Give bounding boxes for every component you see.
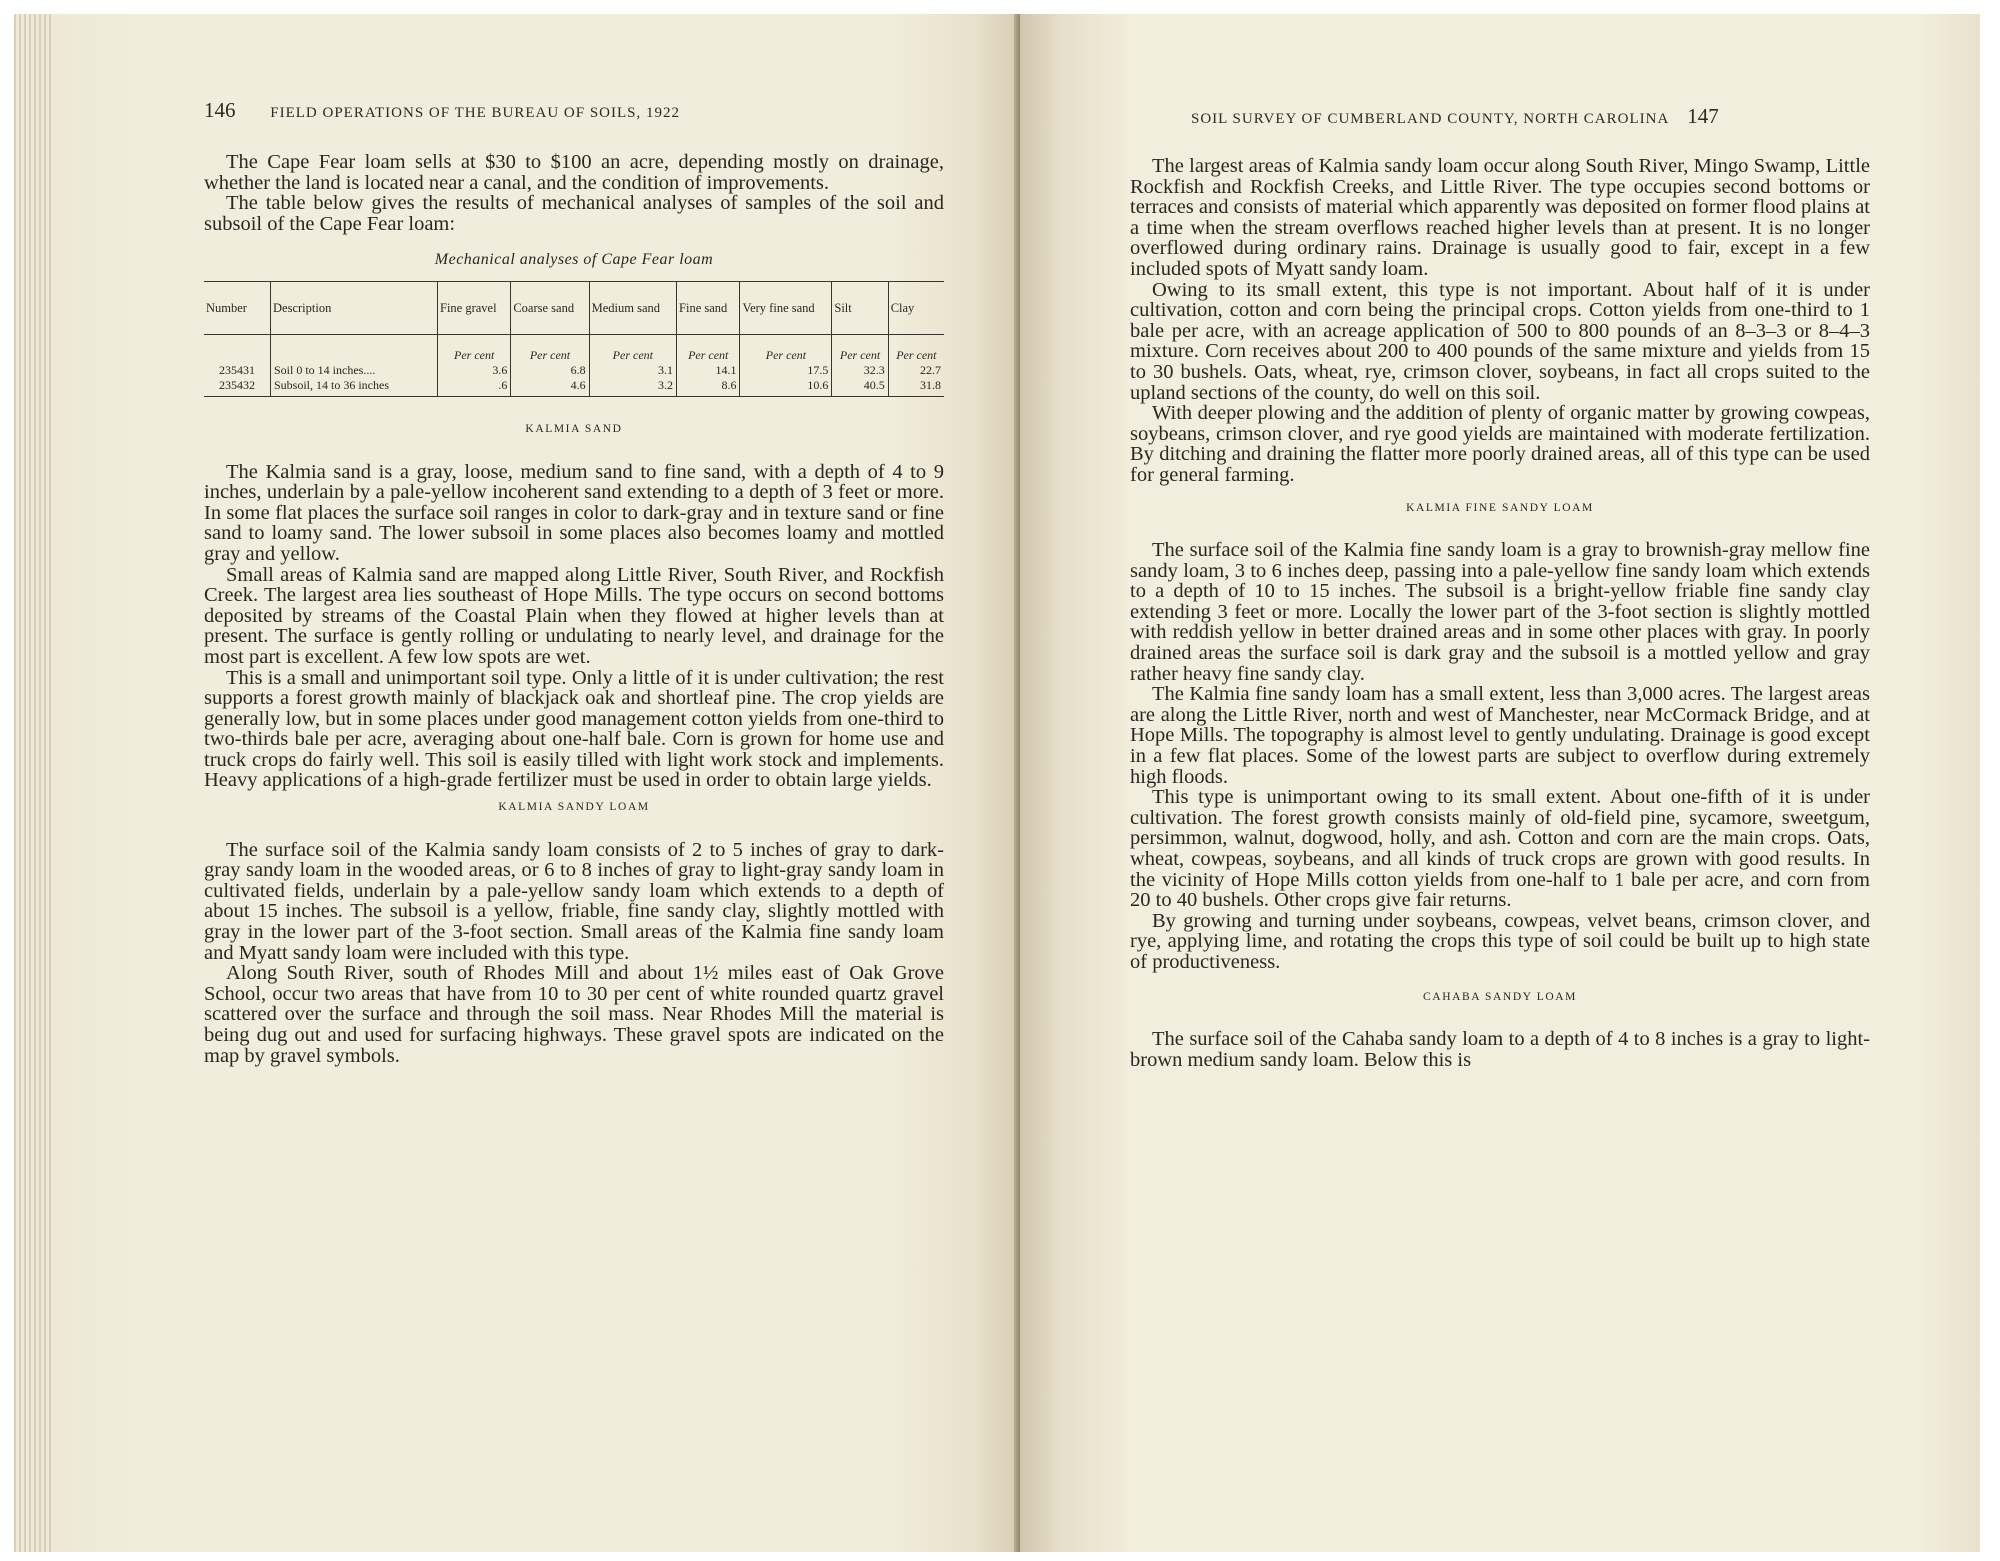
- table-cell: 235432: [204, 378, 271, 397]
- paragraph: This is a small and unimportant soil type. Only a little of it is under cultivation; the rest supports a forest growth mainly of blackjack oak and shortleaf pine. The crop yields are generally low, but in some places under good management cotton yields from one-third to two-thirds bale per acre, averaging about one-half bale. Corn is grown for home use and truck crops do fairly well. This soil is easily tilled with light work stock and implements. Heavy applications of a high-grade fertilizer must be used in order to obtain large yields.: [204, 666, 944, 792]
- page-number: 146: [204, 98, 236, 122]
- paragraph: The Kalmia fine sandy loam has a small extent, less than 3,000 acres. The largest areas are along the Little River, north and west of Manchester, near McCormack Bridge, and at Hope Mills. The topography is almost level to gently undulating. Drainage is good except in a few flat places. Some of the lowest parts are subject to overflow during extremely high floods.: [1130, 683, 1870, 788]
- table-cell: Soil 0 to 14 inches....: [271, 363, 438, 378]
- unit-label: Per cent: [677, 334, 740, 363]
- unit-label: Per cent: [832, 334, 888, 363]
- right-page-body: [1130, 156, 1870, 1070]
- paragraph: By growing and turning under soybeans, cowpeas, velvet beans, crimson clover, and rye, applying lime, and rotating the crops this type of soil could be built up to high state of productiveness.: [1130, 909, 1870, 973]
- table-cell: 3.2: [589, 378, 676, 397]
- unit-label: Per cent: [438, 334, 511, 363]
- table-cell: Subsoil, 14 to 36 inches: [271, 378, 438, 397]
- paragraph: Along South River, south of Rhodes Mill and about 1½ miles east of Oak Grove School, occur two areas that have from 10 to 30 per cent of white rounded quartz gravel scattered over the surface and through the soil mass. Near Rhodes Mill the material is being dug out and used for surfacing highways. These gravel spots are indicated on the map by gravel symbols.: [204, 962, 944, 1067]
- table-caption: Mechanical analyses of Cape Fear loam: [434, 251, 714, 269]
- table-cell: 235431: [219, 362, 255, 377]
- left-page-body: [204, 152, 944, 1066]
- paragraph: With deeper plowing and the addition of plenty of organic matter by growing cowpeas, soybeans, crimson clover, and rye good yields are maintained with moderate fertilization. By ditching and draining the flatter more poorly drained areas, all of this type can be used for general farming.: [1130, 402, 1870, 486]
- paragraph: The largest areas of Kalmia sandy loam occur along South River, Mingo Swamp, Little Rockfish and Rockfish Creeks, and Little River. The type occupies second bottoms or terraces and consists of material which apparently was deposited on former flood plains at a time when the stream overflows reached higher levels than at present. It is no longer overflowed during ordinary rains. Drainage is usually good to fair, except in a few included spots of Myatt sandy loam.: [1130, 155, 1870, 280]
- table-cell: 17.5: [740, 363, 832, 378]
- table-cell: 32.3: [832, 363, 888, 378]
- paragraph: The surface soil of the Kalmia sandy loam consists of 2 to 5 inches of gray to dark-gray sandy loam in the wooded areas, or 6 to 8 inches of gray to light-gray sandy loam in cultivated fields, underlain by a pale-yellow sandy loam which extends to a depth of about 15 inches. The subsoil is a yellow, friable, fine sandy clay, slightly mottled with gray in the lower part of the 3-foot section. Small areas of the Kalmia fine sandy loam and Myatt sandy loam were included with this type.: [204, 838, 944, 964]
- unit-label: Per cent: [740, 334, 832, 363]
- table-cell: 4.6: [511, 378, 589, 397]
- open-book: [14, 14, 1980, 1552]
- table-cell: 31.8: [888, 378, 944, 397]
- table-header-row: [204, 281, 944, 334]
- paragraph: The Cape Fear loam sells at $30 to $100 an acre, depending mostly on drainage, whether the land is located near a canal, and the condition of improvements.: [204, 151, 944, 194]
- section-heading: KALMIA FINE SANDY LOAM: [1406, 501, 1594, 514]
- unit-label: Per cent: [511, 334, 589, 363]
- table-row: [204, 378, 944, 397]
- section-heading: KALMIA SAND: [525, 422, 623, 435]
- table-cell: 10.6: [740, 378, 832, 397]
- column-header: Silt: [832, 281, 888, 334]
- section-heading: KALMIA SANDY LOAM: [498, 801, 650, 814]
- page-number: 147: [1687, 104, 1719, 128]
- right-page: [1020, 14, 1980, 1552]
- paragraph: The Kalmia sand is a gray, loose, medium sand to fine sand, with a depth of 4 to 9 inches, underlain by a pale-yellow incoherent sand extending to a depth of 3 feet or more. In some flat places the surface soil ranges in color to dark-gray and in texture sand or fine sand to loamy sand. The lower subsoil in some places also becomes loamy and mottled gray and yellow.: [204, 460, 944, 565]
- paragraph: Owing to its small extent, this type is not important. About half of it is under cultivation, cotton and corn being the principal crops. Cotton yields from one-third to 1 bale per acre, with an acreage application of 500 to 800 pounds of an 8–3–3 or 8–4–3 mixture. Corn receives about 200 to 400 pounds of the same mixture and yields from 15 to 30 bushels. Oats, wheat, rye, crimson clover, soybeans, in fact all crops suited to the upland sections of the county, do well on this soil.: [1130, 278, 1870, 404]
- mechanical-analyses-table: [204, 281, 944, 397]
- column-header: Very fine sand: [740, 281, 832, 334]
- column-header: Description: [271, 281, 438, 334]
- paragraph: The surface soil of the Kalmia fine sandy loam is a gray to brownish-gray mellow fine sandy loam, 3 to 6 inches deep, passing into a pale-yellow fine sandy loam which extends to a depth of 10 to 15 inches. The subsoil is a bright-yellow friable fine sandy clay extending 3 feet or more. Locally the lower part of the 3-foot section is slightly mottled with reddish yellow in better drained areas and in some other places with gray. In poorly drained areas the surface soil is dark gray and the subsoil is a mottled yellow and gray rather heavy fine sandy clay.: [1130, 539, 1870, 685]
- table-row: [204, 363, 944, 378]
- column-header: Fine gravel: [438, 281, 511, 334]
- running-head: FIELD OPERATIONS OF THE BUREAU OF SOILS, 1922: [270, 105, 681, 121]
- paragraph: The surface soil of the Cahaba sandy loam to a depth of 4 to 8 inches is a gray to light-brown medium sandy loam. Below this is: [1130, 1028, 1870, 1071]
- unit-label: Per cent: [589, 334, 676, 363]
- column-header: Number: [204, 281, 271, 334]
- table-cell: 8.6: [677, 378, 740, 397]
- paragraph: This type is unimportant owing to its small extent. About one-fifth of it is under cultivation. The forest growth consists mainly of old-field pine, sycamore, sweetgum, persimmon, walnut, dogwood, holly, and ash. Cotton and corn are the main crops. Oats, wheat, cowpeas, soybeans, and all kinds of truck crops are grown with good results. In the vicinity of Hope Mills cotton yields from one-half to 1 bale per acre, and corn from 20 to 40 bushels. Other crops give fair returns.: [1130, 786, 1870, 912]
- table-cell: 22.7: [888, 363, 944, 378]
- table-cell: 14.1: [677, 363, 740, 378]
- paragraph: The table below gives the results of mechanical analyses of samples of the soil and subsoil of the Cape Fear loam:: [204, 192, 944, 235]
- column-header: Coarse sand: [511, 281, 589, 334]
- table-units-row: [204, 334, 944, 363]
- table-cell: 3.6: [438, 363, 511, 378]
- table-cell: .6: [438, 378, 511, 397]
- table-cell: 6.8: [511, 363, 589, 378]
- paragraph: Small areas of Kalmia sand are mapped along Little River, South River, and Rockfish Creek. The largest area lies southeast of Hope Mills. The type occurs on second bottoms deposited by streams of the Coastal Plain when they flowed at higher levels than at present. The surface is gently rolling or undulating to nearly level, and drainage for the most part is excellent. A few low spots are wet.: [204, 563, 944, 668]
- section-heading: CAHABA SANDY LOAM: [1423, 990, 1577, 1003]
- table-cell: 40.5: [832, 378, 888, 397]
- table-cell: 3.1: [589, 363, 676, 378]
- right-page-header: [1191, 104, 1719, 129]
- column-header: Medium sand: [589, 281, 676, 334]
- column-header: Fine sand: [677, 281, 740, 334]
- column-header: Clay: [888, 281, 944, 334]
- page-edges: [14, 14, 54, 1552]
- left-page-header: [204, 98, 680, 123]
- left-page: [14, 14, 1020, 1552]
- unit-label: Per cent: [888, 334, 944, 363]
- running-head: SOIL SURVEY OF CUMBERLAND COUNTY, NORTH CAROLINA: [1191, 111, 1669, 127]
